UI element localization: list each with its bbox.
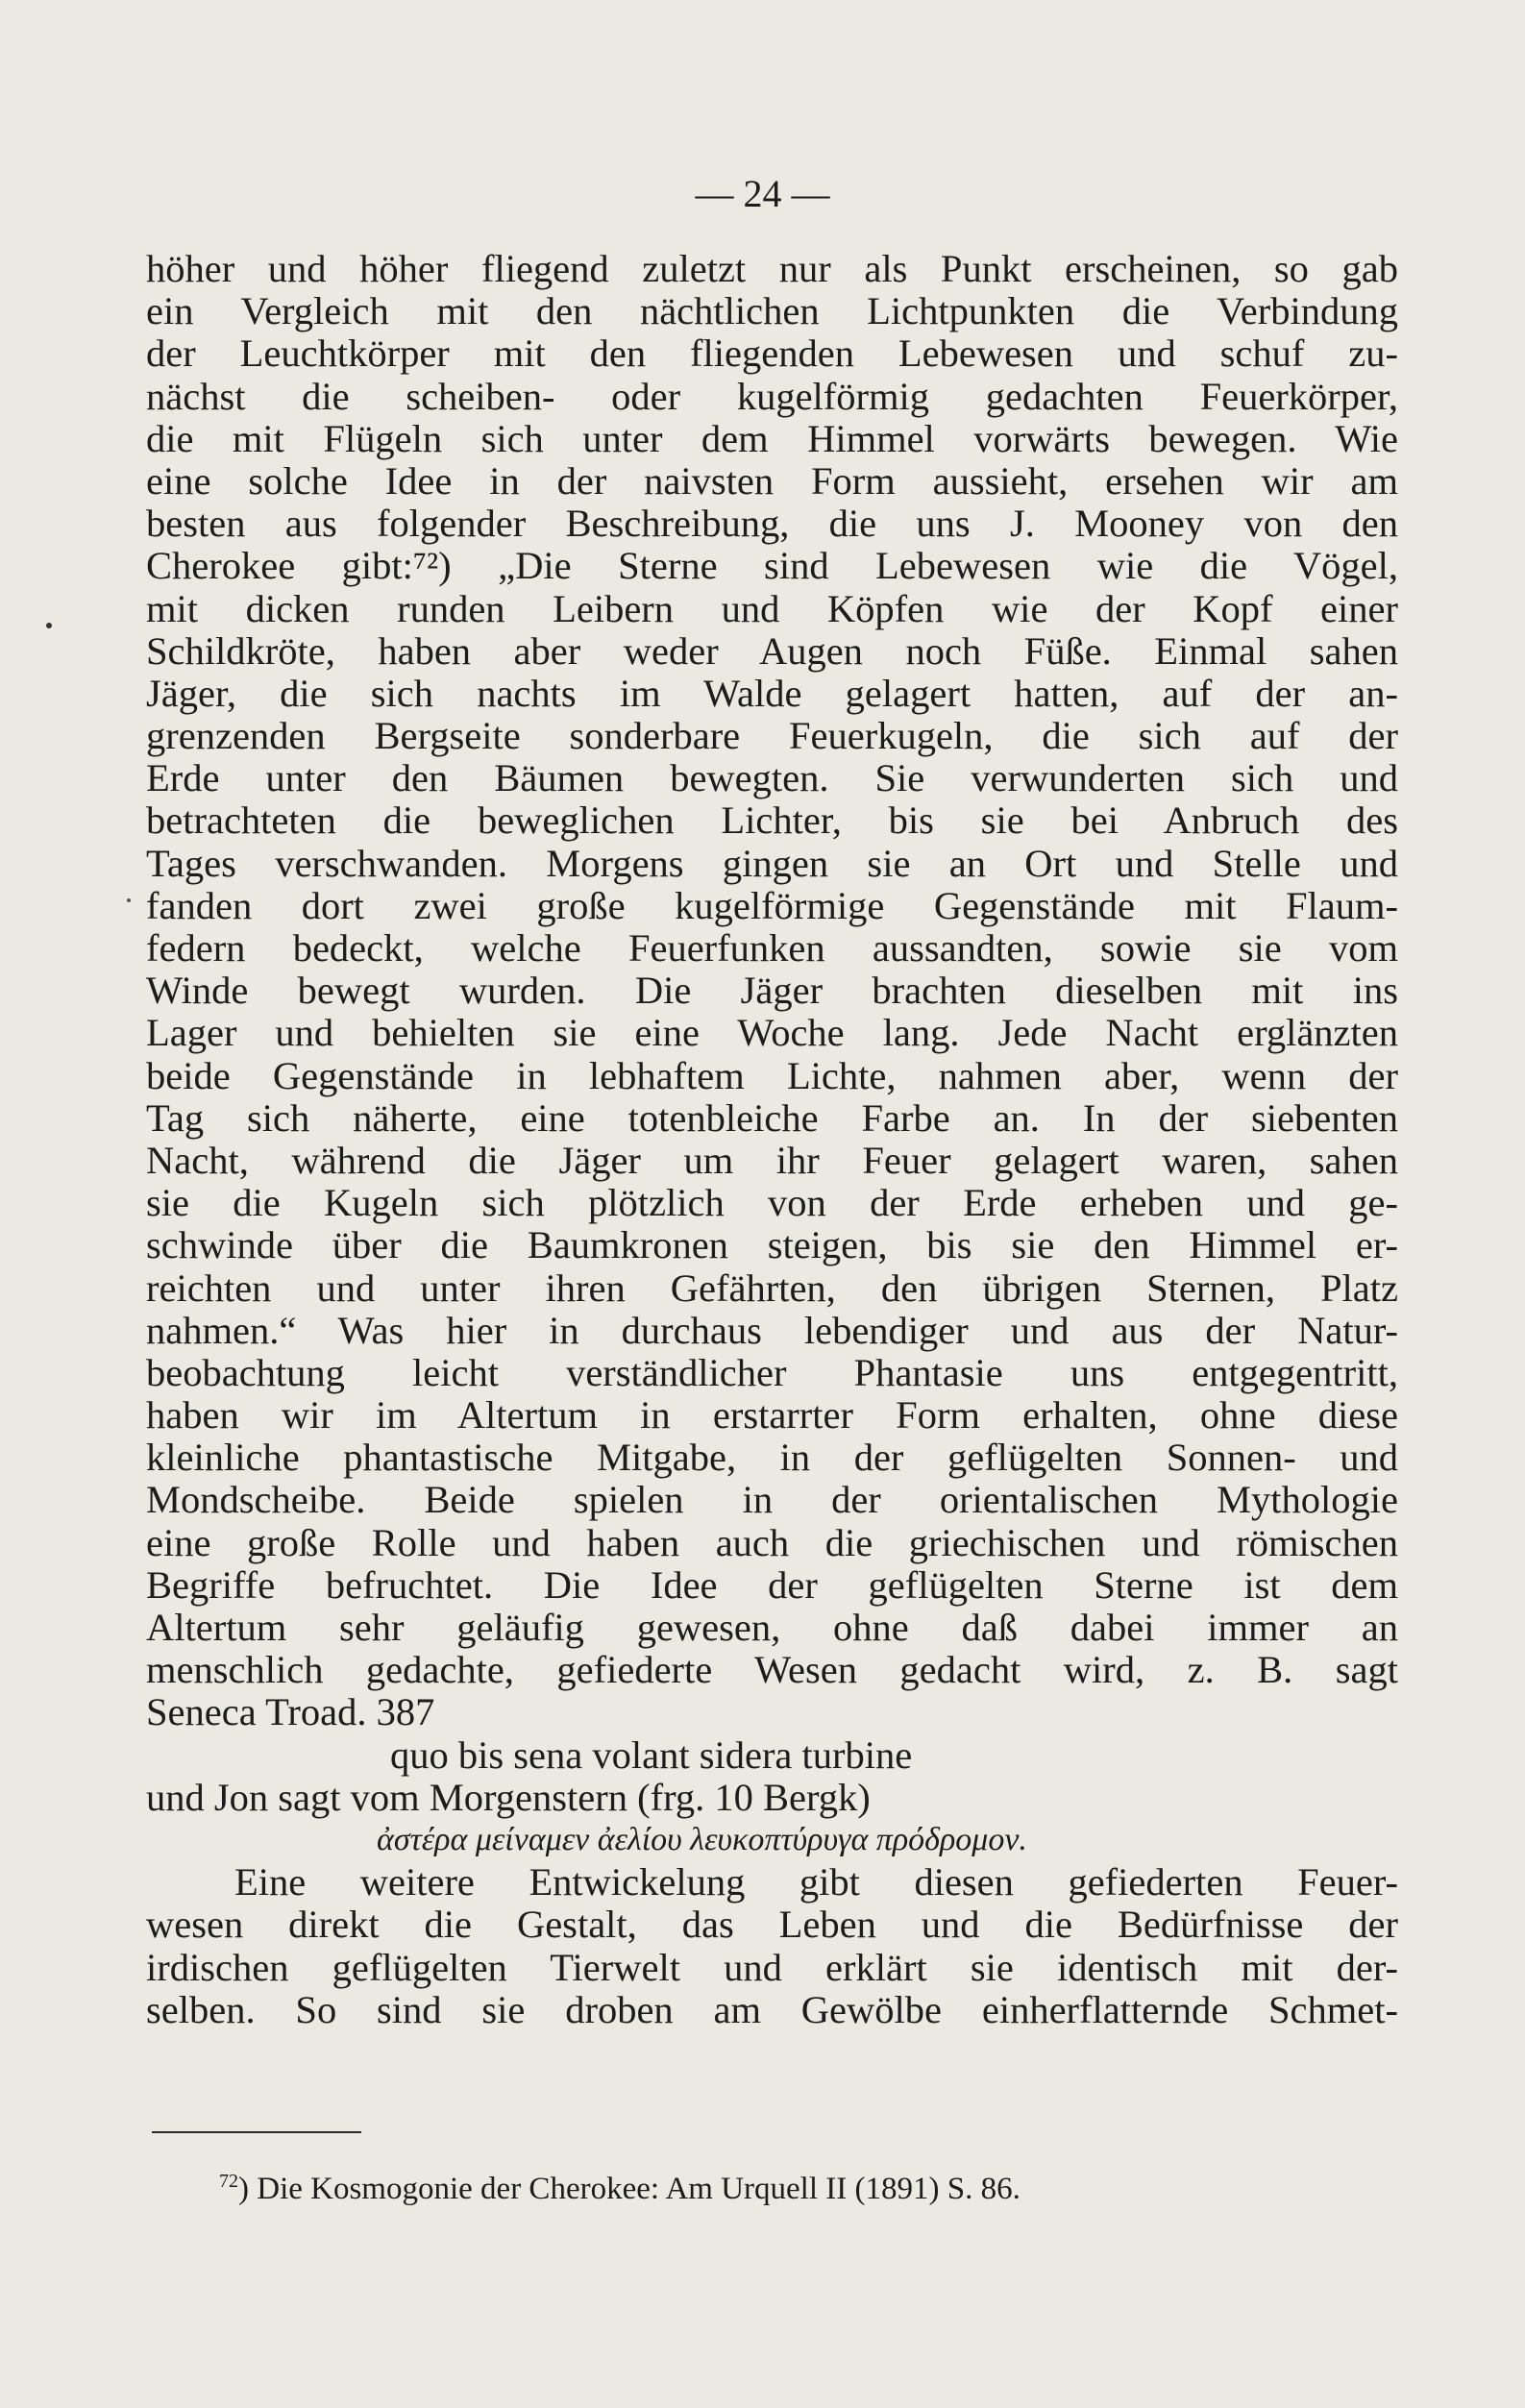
- text-line: Seneca Troad. 387: [146, 1690, 435, 1734]
- text-line: Mondscheibe. Beide spielen in der orientalischen Mythologie: [146, 1478, 1398, 1522]
- text-line: Jäger, die sich nachts im Walde gelagert hatten, auf der an-: [146, 671, 1398, 715]
- text-line: Tages verschwanden. Morgens gingen sie an Ort und Stelle und: [146, 841, 1398, 885]
- text-line: kleinliche phantastische Mitgabe, in der geflügelten Sonnen- und: [146, 1436, 1398, 1480]
- text-line: besten aus folgender Beschreibung, die uns J. Mooney von den: [146, 502, 1398, 546]
- text-line: betrachteten die beweglichen Lichter, bis sie bei Anbruch des: [146, 799, 1398, 843]
- text-line: fanden dort zwei große kugelförmige Gegenstände mit Flaum-: [146, 883, 1398, 927]
- text-line: Erde unter den Bäumen bewegten. Sie verwunderten sich und: [146, 756, 1398, 800]
- text-line: Nacht, während die Jäger um ihr Feuer gelagert waren, sahen: [146, 1138, 1398, 1182]
- text-line: Winde bewegt wurden. Die Jäger brachten dieselben mit ins: [146, 969, 1398, 1013]
- text-line: federn bedeckt, welche Feuerfunken aussandten, sowie sie vom: [146, 926, 1398, 970]
- margin-mark: [46, 623, 52, 628]
- text-line: ein Vergleich mit den nächtlichen Lichtpunkten die Verbindung: [146, 289, 1398, 333]
- text-line: höher und höher fliegend zuletzt nur als Punkt erscheinen, so gab: [146, 247, 1398, 290]
- text-line: selben. So sind sie droben am Gewölbe einherflatternde Schmet-: [146, 1987, 1398, 2031]
- text-line: der Leuchtkörper mit den fliegenden Lebewesen und schuf zu-: [146, 332, 1398, 376]
- text-line: nahmen.“ Was hier in durchaus lebendiger und aus der Natur-: [146, 1308, 1398, 1352]
- footnote-marker: 72: [219, 2171, 238, 2192]
- greek-quote: ἀστέρα μείναμεν ἀελίου λευκοπτύρυγα πρόδρομον.: [377, 1821, 1027, 1857]
- page-number: — 24 —: [695, 172, 830, 215]
- text-line: Lager und behielten sie eine Woche lang. Jede Nacht erglänzten: [146, 1011, 1398, 1055]
- text-line: Tag sich näherte, eine totenbleiche Farbe an. In der siebenten: [146, 1095, 1398, 1140]
- text-line: grenzenden Bergseite sonderbare Feuerkugeln, die sich auf der: [146, 714, 1398, 758]
- text-line: beide Gegenstände in lebhaftem Lichte, nahmen aber, wenn der: [146, 1053, 1398, 1097]
- text-line: mit dicken runden Leibern und Köpfen wie der Kopf einer: [146, 586, 1398, 630]
- text-line: menschlich gedachte, gefiederte Wesen gedacht wird, z. B. sagt: [146, 1648, 1398, 1692]
- text-line: wesen direkt die Gestalt, das Leben und die Bedürfnisse der: [146, 1903, 1398, 1947]
- text-line: beobachtung leicht verständlicher Phantasie uns entgegentritt,: [146, 1350, 1398, 1394]
- text-line: Altertum sehr geläufig gewesen, ohne daß dabei immer an: [146, 1606, 1398, 1649]
- text-line: haben wir im Altertum in erstarrter Form erhalten, ohne diese: [146, 1393, 1398, 1437]
- text-line: reichten und unter ihren Gefährten, den übrigen Sternen, Platz: [146, 1265, 1398, 1310]
- text-line: sie die Kugeln sich plötzlich von der Erde erheben und ge-: [146, 1181, 1398, 1225]
- text-line: und Jon sagt vom Morgenstern (frg. 10 Bergk): [146, 1775, 871, 1819]
- text-line: Cherokee gibt:⁷²) „Die Sterne sind Lebewesen wie die Vögel,: [146, 544, 1398, 588]
- text-line: eine solche Idee in der naivsten Form aussieht, ersehen wir am: [146, 458, 1398, 503]
- footnote: [219, 2162, 1021, 2208]
- text-line: Schildkröte, haben aber weder Augen noch Füße. Einmal sahen: [146, 628, 1398, 673]
- footnote-divider: [152, 2131, 361, 2133]
- text-line: schwinde über die Baumkronen steigen, bis sie den Himmel er-: [146, 1223, 1398, 1267]
- text-line: die mit Flügeln sich unter dem Himmel vorwärts bewegen. Wie: [146, 416, 1398, 460]
- latin-quote: quo bis sena volant sidera turbine: [390, 1732, 913, 1777]
- body-text: [146, 248, 1398, 2031]
- margin-mark: [127, 898, 131, 902]
- text-line: eine große Rolle und haben auch die griechischen und römischen: [146, 1520, 1398, 1564]
- text-line: Begriffe befruchtet. Die Idee der geflügelten Sterne ist dem: [146, 1562, 1398, 1607]
- footnote-text: ) Die Kosmogonie der Cherokee: Am Urquell II (1891) S. 86.: [238, 2172, 1021, 2206]
- text-line: nächst die scheiben- oder kugelförmig gedachten Feuerkörper,: [146, 374, 1398, 418]
- text-line: Eine weitere Entwickelung gibt diesen gefiederten Feuer-: [234, 1860, 1398, 1904]
- text-line: irdischen geflügelten Tierwelt und erklärt sie identisch mit der-: [146, 1945, 1398, 1989]
